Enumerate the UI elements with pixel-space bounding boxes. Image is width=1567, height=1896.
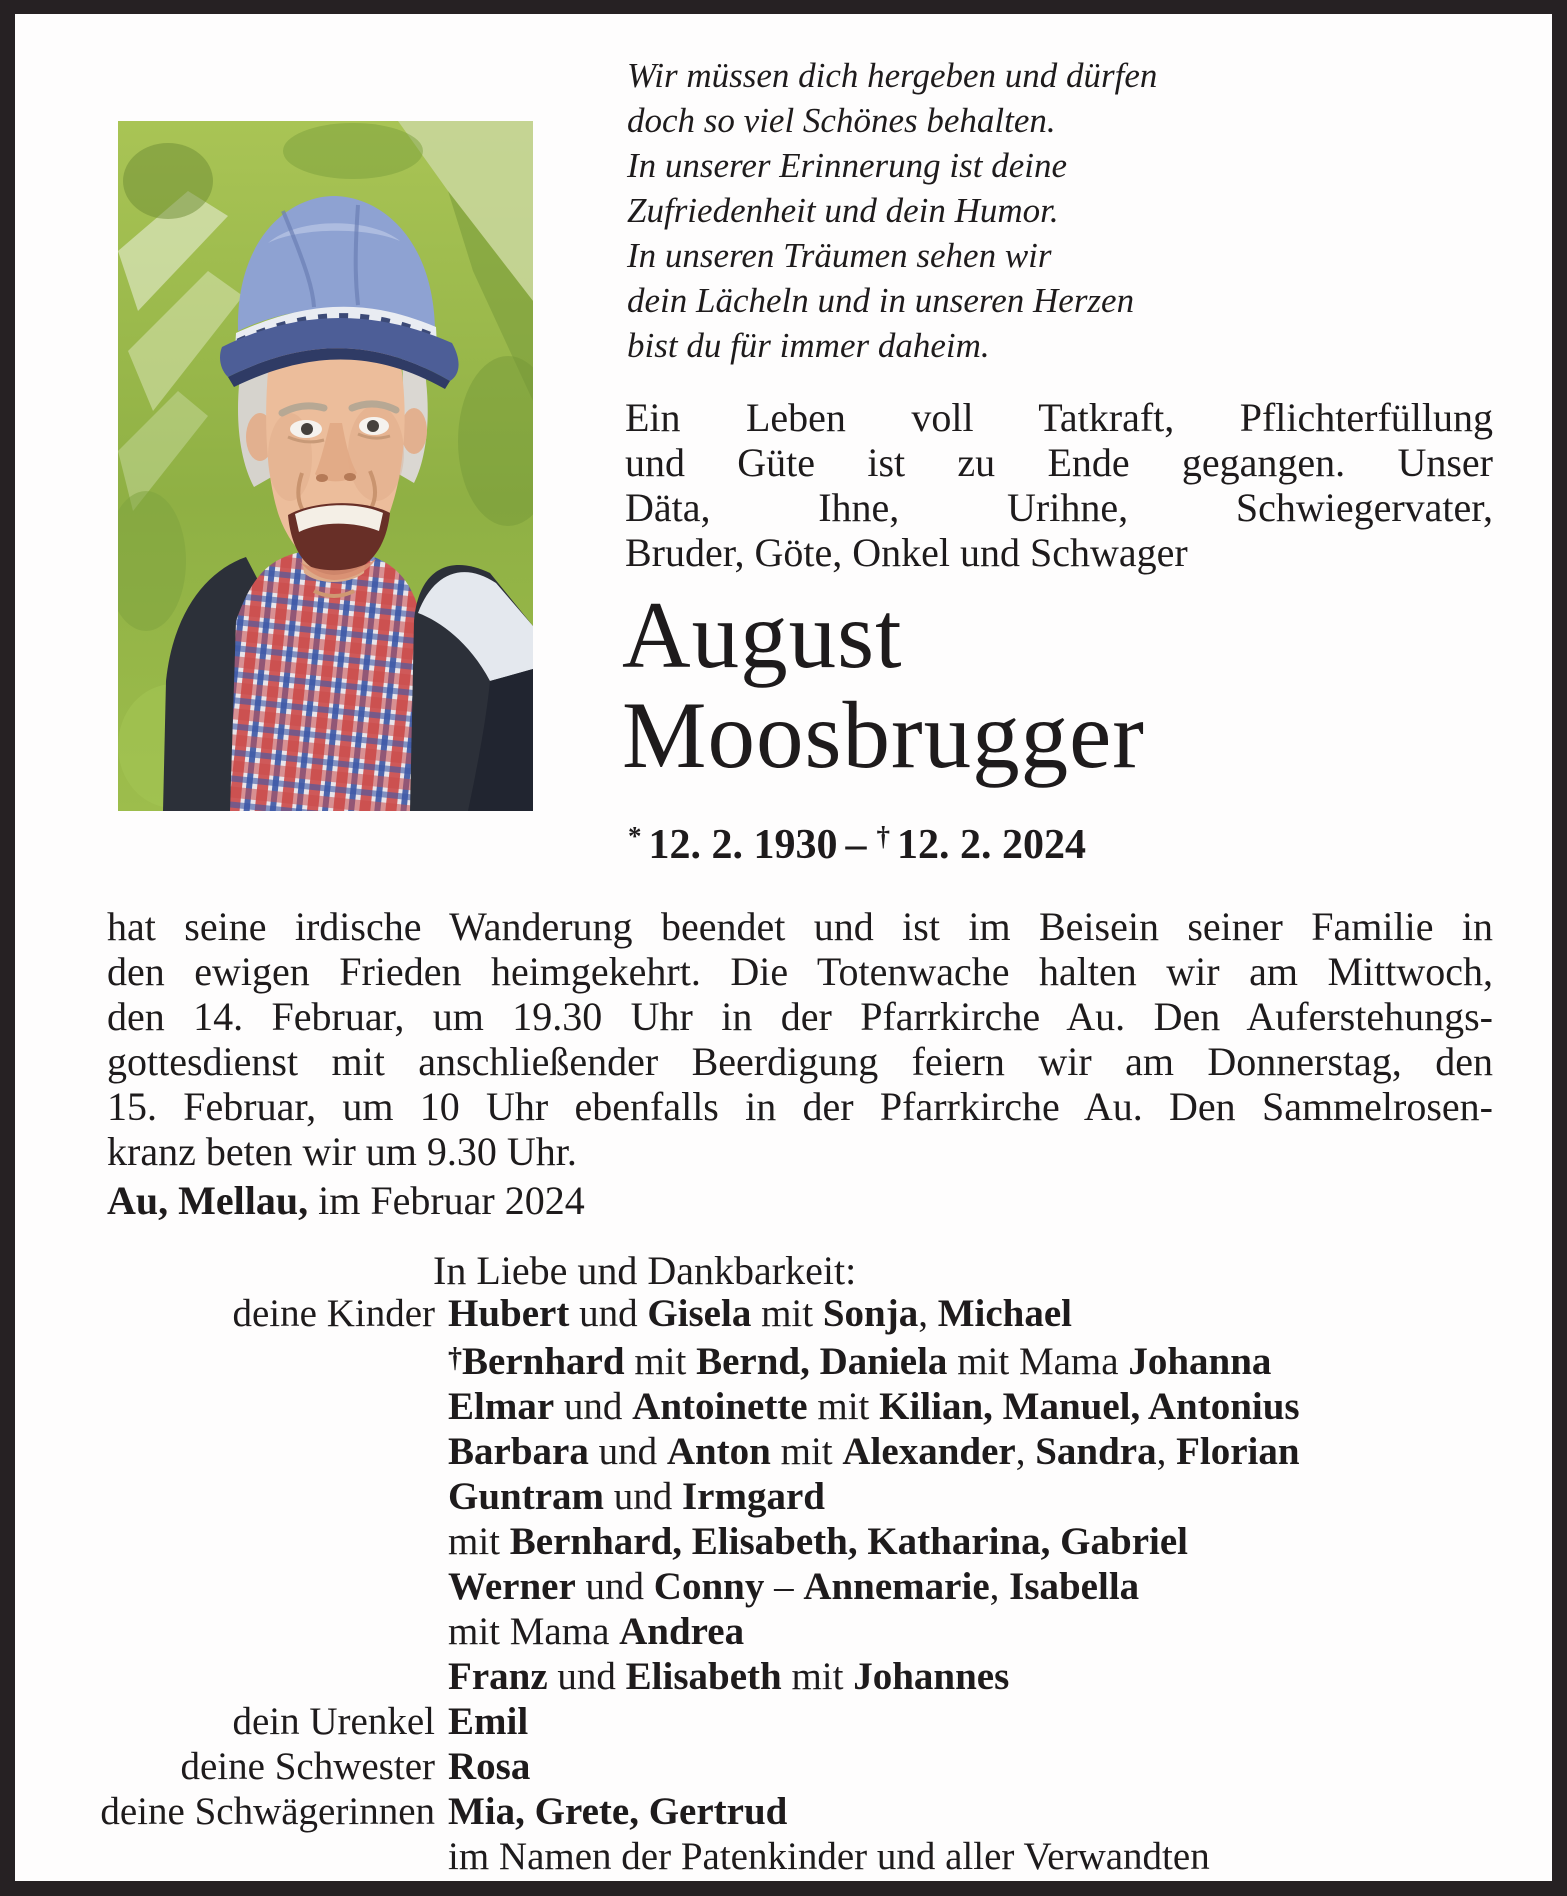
death-date: 12. 2. 2024: [897, 822, 1086, 868]
quote-line: Zufriedenheit und dein Humor.: [627, 191, 1059, 230]
life-dates: [628, 821, 1086, 869]
family-row: [15, 1429, 1508, 1474]
family-name: Werner: [448, 1565, 576, 1608]
family-names: [435, 1699, 528, 1744]
family-names: [435, 1519, 1188, 1564]
family-connector: und: [569, 1292, 648, 1335]
family-name: Isabella: [1009, 1565, 1140, 1608]
family-name: Annemarie: [803, 1565, 990, 1608]
family-relation-label: [15, 1384, 435, 1429]
family-names: [435, 1834, 1210, 1879]
quote-line: doch so viel Schönes behalten.: [627, 101, 1056, 140]
family-connector: mit: [448, 1520, 510, 1563]
family-relation-label: [15, 1519, 435, 1564]
quote-line: dein Lächeln und in unseren Herzen: [627, 281, 1135, 320]
family-connector: ,: [1156, 1430, 1177, 1473]
intro-line: Ein Leben voll Tatkraft, Pflichterfüllung: [625, 395, 1493, 440]
family-name: Hubert: [448, 1292, 570, 1335]
family-names: [435, 1384, 1300, 1429]
family-connector: mit: [781, 1655, 854, 1698]
closing-heading: In Liebe und Dankbarkeit:: [433, 1248, 857, 1293]
family-relation-label: [15, 1474, 435, 1519]
family-connector: ,: [918, 1292, 938, 1335]
family-connector: mit: [624, 1340, 697, 1383]
family-name: Florian: [1176, 1430, 1300, 1473]
family-names: [435, 1474, 825, 1519]
family-relation-label: [15, 1336, 435, 1384]
memorial-quote: [627, 53, 1507, 368]
family-connector: mit Mama: [448, 1610, 620, 1653]
quote-line: Wir müssen dich hergeben und dürfen: [627, 56, 1158, 95]
family-relation-label: deine Schwester: [180, 1745, 435, 1788]
family-relation-label: deine Schwägerinnen: [100, 1790, 435, 1833]
family-name: Conny: [653, 1565, 765, 1608]
family-name: Johannes: [853, 1655, 1010, 1698]
family-row: [15, 1744, 1508, 1789]
family-names: [435, 1609, 744, 1654]
date-separator: –: [845, 822, 867, 868]
deceased-last-name: Moosbrugger: [622, 682, 1145, 788]
family-name: Elmar: [448, 1385, 555, 1428]
birth-symbol: *: [628, 821, 642, 851]
family-names: [435, 1291, 1072, 1336]
family-row: [15, 1336, 1508, 1384]
family-name: Kilian, Manuel, Antonius: [879, 1385, 1300, 1428]
family-name: Antoinette: [632, 1385, 808, 1428]
family-name: †Bernhard: [448, 1340, 625, 1383]
announcement-paragraph: [107, 904, 1493, 1174]
family-names: [435, 1654, 1009, 1699]
family-name: Rosa: [448, 1745, 531, 1788]
family-connector: im Namen der Patenkinder und aller Verwandten: [448, 1835, 1210, 1878]
family-name: Alexander: [842, 1430, 1016, 1473]
announcement-line: den ewigen Frieden heimgekehrt. Die Totenwache halten wir am Mittwoch,: [107, 949, 1493, 994]
family-name: Michael: [937, 1292, 1073, 1335]
family-connector: und: [554, 1385, 633, 1428]
family-name: Franz: [448, 1655, 548, 1698]
family-names: [435, 1744, 530, 1789]
intro-paragraph: [625, 395, 1493, 575]
family-connector: und: [588, 1430, 667, 1473]
deceased-name: [622, 582, 1512, 788]
family-name: Gisela: [647, 1292, 752, 1335]
obituary-card: [15, 14, 1552, 1881]
family-names: [435, 1429, 1300, 1474]
quote-line: In unseren Träumen sehen wir: [627, 236, 1052, 275]
family-relation-label: [15, 1429, 435, 1474]
family-connector: ,: [989, 1565, 1010, 1608]
dateline-date: im Februar 2024: [308, 1178, 585, 1223]
family-names: [435, 1336, 1271, 1384]
announcement-line: kranz beten wir um 9.30 Uhr.: [107, 1129, 577, 1174]
family-name: Bernd, Daniela: [696, 1340, 948, 1383]
family-name: Irmgard: [682, 1475, 825, 1518]
announcement-line: 15. Februar, um 10 Uhr ebenfalls in der Pfarrkirche Au. Den Sammelrosen-: [107, 1084, 1493, 1129]
family-name: Sandra: [1035, 1430, 1157, 1473]
family-list: [15, 1291, 1508, 1879]
family-row: [15, 1699, 1508, 1744]
family-row: [15, 1519, 1508, 1564]
family-names: [435, 1564, 1139, 1609]
family-relation-label: [15, 1564, 435, 1609]
family-connector: ,: [1015, 1430, 1036, 1473]
quote-line: bist du für immer daheim.: [627, 326, 990, 365]
birth-date: 12. 2. 1930: [648, 822, 838, 868]
family-name: Bernhard, Elisabeth, Katharina, Gabriel: [509, 1520, 1188, 1563]
announcement-line: hat seine irdische Wanderung beendet und ist im Beisein seiner Familie in: [107, 904, 1493, 949]
family-row: [15, 1291, 1508, 1336]
death-symbol-icon: †: [876, 821, 890, 851]
announcement-line: den 14. Februar, um 19.30 Uhr in der Pfarrkirche Au. Den Auferstehungs-: [107, 994, 1493, 1039]
family-row: [15, 1474, 1508, 1519]
family-connector: mit: [751, 1292, 823, 1335]
family-connector: mit: [770, 1430, 843, 1473]
family-name: Anton: [666, 1430, 771, 1473]
portrait-photo-graphic: [118, 121, 533, 811]
family-name: Mia, Grete, Gertrud: [448, 1790, 788, 1833]
intro-line: und Güte ist zu Ende gegangen. Unser: [625, 440, 1493, 485]
family-connector: –: [764, 1565, 804, 1608]
family-name: Andrea: [619, 1610, 745, 1653]
family-row: [15, 1834, 1508, 1879]
family-relation-label: [15, 1609, 435, 1654]
family-name: Emil: [448, 1700, 529, 1743]
deceased-first-name: August: [622, 582, 903, 688]
family-name: Johanna: [1128, 1340, 1272, 1383]
family-connector: und: [604, 1475, 682, 1518]
family-row: [15, 1609, 1508, 1654]
family-row: [15, 1564, 1508, 1609]
intro-line: Däta, Ihne, Urihne, Schwiegervater,: [625, 485, 1493, 530]
family-row: [15, 1384, 1508, 1429]
family-name: Elisabeth: [625, 1655, 782, 1698]
portrait-photo: [118, 121, 533, 811]
family-connector: mit Mama: [947, 1340, 1129, 1383]
dateline: [107, 1177, 585, 1224]
family-name: Barbara: [448, 1430, 589, 1473]
family-connector: und: [575, 1565, 654, 1608]
family-row: [15, 1789, 1508, 1834]
quote-line: In unserer Erinnerung ist deine: [627, 146, 1068, 185]
family-name: Guntram: [448, 1475, 604, 1518]
family-row: [15, 1654, 1508, 1699]
dateline-places: Au, Mellau,: [107, 1178, 309, 1223]
family-relation-label: [15, 1654, 435, 1699]
announcement-line: gottesdienst mit anschließender Beerdigung feiern wir am Donnerstag, den: [107, 1039, 1493, 1084]
deceased-marker-icon: †: [448, 1343, 463, 1374]
family-connector: und: [547, 1655, 626, 1698]
family-relation-label: [15, 1834, 435, 1879]
family-relation-label: dein Urenkel: [232, 1700, 435, 1743]
family-connector: mit: [807, 1385, 880, 1428]
family-names: [435, 1789, 787, 1834]
family-name: Sonja: [822, 1292, 919, 1335]
intro-line: Bruder, Göte, Onkel und Schwager: [625, 530, 1188, 575]
family-relation-label: deine Kinder: [232, 1292, 435, 1335]
